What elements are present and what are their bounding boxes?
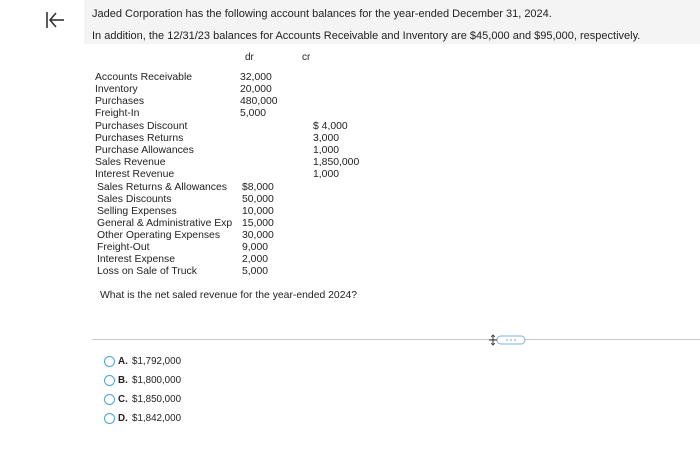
problem-statement-line1: Jaded Corporation has the following account balances for the year-ended December 31, 2024. (92, 8, 552, 20)
debit-amount: 5,000 (240, 108, 267, 119)
debit-amount: 32,000 (240, 72, 272, 83)
account-row (97, 182, 397, 194)
account-row (95, 121, 395, 133)
option-letter: D. (118, 413, 128, 424)
account-name: General & Administrative Exp (97, 218, 233, 229)
account-name: Other Operating Expenses (97, 230, 221, 241)
account-name: Purchases Returns (95, 133, 184, 144)
account-name: Selling Expenses (97, 206, 177, 217)
account-row (97, 218, 397, 230)
account-name: Interest Expense (97, 254, 175, 265)
debit-amount: 2,000 (242, 254, 269, 265)
account-name: Sales Revenue (95, 157, 166, 168)
credit-amount: 1,850,000 (313, 157, 360, 168)
credit-amount: 1,000 (313, 169, 340, 180)
debit-column-header: dr (245, 52, 254, 63)
account-name: Inventory (95, 84, 138, 95)
option-letter: A. (118, 356, 128, 367)
question-text: What is the net saled revenue for the year-ended 2024? (100, 290, 358, 301)
debit-amount: 20,000 (240, 84, 272, 95)
account-row (95, 169, 395, 181)
account-row (97, 230, 397, 242)
account-row (97, 206, 397, 218)
credit-column-header: cr (302, 52, 311, 63)
answer-option[interactable] (104, 355, 244, 369)
problem-statement-line2: In addition, the 12/31/23 balances for Accounts Receivable and Inventory are $45,000 and $95,000, respectively. (92, 30, 641, 42)
account-row (97, 242, 397, 254)
section-divider (92, 339, 700, 340)
left-sidebar (0, 0, 84, 451)
credit-amount: 1,000 (313, 145, 340, 156)
credit-amount: $ 4,000 (313, 121, 348, 132)
debit-amount: 15,000 (242, 218, 274, 229)
debit-amount: 5,000 (242, 266, 269, 277)
radio-button-icon[interactable] (104, 413, 115, 424)
account-name: Sales Discounts (97, 194, 172, 205)
option-value: $1,850,000 (132, 394, 182, 405)
option-value: $1,842,000 (132, 413, 182, 424)
account-name: Interest Revenue (95, 169, 175, 180)
credit-amount: 3,000 (313, 133, 340, 144)
debit-amount: 50,000 (242, 194, 274, 205)
account-row (95, 157, 395, 169)
account-name: Sales Returns & Allowances (97, 182, 227, 193)
account-row (97, 266, 397, 278)
resize-handle-icon[interactable] (487, 334, 527, 346)
answer-option[interactable] (104, 412, 244, 426)
account-name: Purchases (95, 96, 145, 107)
debit-amount: 480,000 (240, 96, 278, 107)
account-row (95, 145, 395, 157)
debit-amount: 9,000 (242, 242, 269, 253)
radio-button-icon[interactable] (104, 356, 115, 367)
radio-button-icon[interactable] (104, 394, 115, 405)
option-value: $1,792,000 (132, 356, 182, 367)
account-row (95, 108, 395, 120)
debit-amount: 10,000 (242, 206, 274, 217)
account-row (97, 194, 397, 206)
account-name: Purchases Discount (95, 121, 188, 132)
account-row (95, 72, 395, 84)
account-name: Purchase Allowances (95, 145, 194, 156)
debit-amount: $8,000 (242, 182, 274, 193)
account-name: Freight-Out (97, 242, 150, 253)
account-row (95, 133, 395, 145)
option-letter: C. (118, 394, 128, 405)
account-name: Accounts Receivable (95, 72, 193, 83)
option-letter: B. (118, 375, 128, 386)
radio-button-icon[interactable] (104, 375, 115, 386)
debit-amount: 30,000 (242, 230, 274, 241)
account-row (95, 84, 395, 96)
account-row (97, 254, 397, 266)
back-to-start-icon[interactable] (44, 10, 66, 30)
option-value: $1,800,000 (132, 375, 182, 386)
answer-option[interactable] (104, 393, 244, 407)
account-name: Loss on Sale of Truck (97, 266, 197, 277)
account-name: Freight-In (95, 108, 140, 119)
account-row (95, 96, 395, 108)
answer-option[interactable] (104, 374, 244, 388)
